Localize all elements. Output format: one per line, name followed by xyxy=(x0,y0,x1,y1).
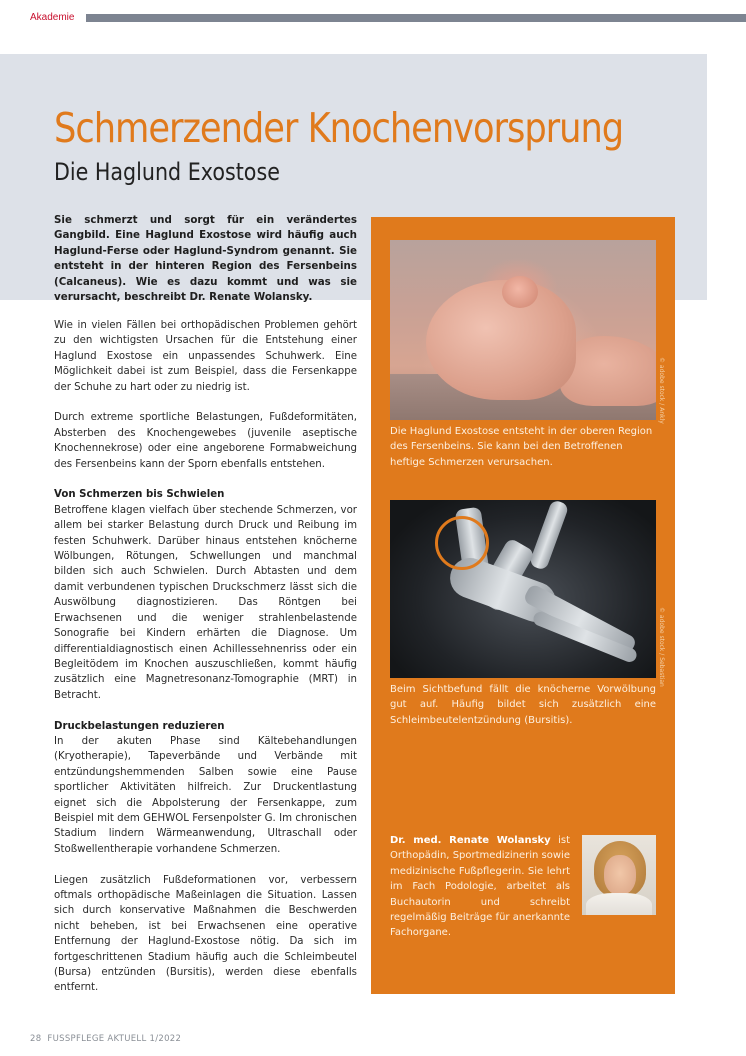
author-text: ist Orthopädin, Sportmedizinerin sowie medizinische Fußpflegerin. Sie lehrt im Fach Podologie, arbeitet als Buchautorin und schreibt regelmäßig Beiträge für anerkannte Fachorgane. xyxy=(390,835,570,939)
body-column xyxy=(54,318,357,996)
photo-caption-2: Beim Sichtbefund fällt die knöcherne Vorwölbung gut auf. Häufig bildet sich zusätzlich eine Schleimbeutelentzündung (Bursitis). xyxy=(390,684,656,726)
body-paragraph-2: Durch extreme sportliche Belastungen, Fußdeformitäten, Absterben des Knochengewebes (juvenile aseptische Knochennekrose) oder eine angeborene Formabweichung des Fersenbeins kann der Sporn ebenfalls entstehen. xyxy=(54,412,357,470)
body-paragraph-4: In der akuten Phase sind Kältebehandlungen (Kryotherapie), Tapeverbände und Verbände mit entzündungshemmenden Salben sowie eine Pause sportlicher Aktivitäten hilfreich. Zur Druckentlastung eignet sich die Abpolsterung der Fersenkappe, zum Beispiel mit dem GEHWOL Fersenpolster G. Im chronischen Stadium lindern Wärmeanwendung, Ultraschall oder Stoßwellentherapie vorhandene Schmerzen. xyxy=(54,735,357,855)
body-paragraph-3: Betroffene klagen vielfach über stechende Schmerzen, vor allem bei starker Belastung durch Druck und Reibung im festen Schuhwerk. Darüber hinaus entstehen knöcherne Wölbungen, Rötungen, Schwellungen und manchmal bilden sich auch Schwielen. Durch Abtasten und dem damit verbundenen typischen Druckschmerz lässt sich die Auswölbung diagnostizieren. Das Röntgen bei Erwachsenen und die weniger strahlenbelastende Sonografie bei Kindern erhärten die Diagnose. Um differentialdiagnostisch einen Achillessehnenriss oder ein Begleitödem im Knochen auszuschließen, kommt häufig zusätzlich eine Magnetresonanz-Tomographie (MRT) in Betracht. xyxy=(54,504,357,701)
photo-caption-1: Die Haglund Exostose entsteht in der oberen Region des Fersenbeins. Sie kann bei den Betroffenen heftige Schmerzen verursachen. xyxy=(390,426,653,468)
photo-credit-1: © adobe stock / Ankly xyxy=(658,357,665,424)
body-paragraph-5: Liegen zusätzlich Fußdeformationen vor, verbessern oftmals orthopädische Maßeinlagen die Situation. Lassen sich durch konservative Maßnahmen die Beschwerden nicht beheben, ist bei Erwachsenen eine operative Entfernung der Haglund-Exostose nötig. Da sich im fortgeschrittenen Stadium häufig auch die Schleimbeutel (Bursa) entzünden (Bursitis), werden diese ebenfalls entfernt. xyxy=(54,874,357,994)
magazine-issue: FUSSPFLEGE AKTUELL 1/2022 xyxy=(47,1034,182,1044)
body-paragraph-1: Wie in vielen Fällen bei orthopädischen Problemen gehört zu den wichtigsten Ursachen für die Entstehung einer Haglund Exostose ein unpassendes Schuhwerk. Eine Möglichkeit dabei ist zum Beispiel, dass die Fersenkappe der Schuhe zu hart oder zu niedrig ist. xyxy=(54,320,357,393)
article-title: Schmerzender Knochenvorsprung xyxy=(54,104,624,152)
article-subtitle: Die Haglund Exostose xyxy=(54,158,280,186)
info-sidebar xyxy=(371,217,675,994)
page-footer xyxy=(30,1034,187,1044)
author-portrait xyxy=(582,835,656,915)
author-name: Dr. med. Renate Wolansky xyxy=(390,835,551,846)
page-number: 28 xyxy=(30,1034,42,1044)
subheading-druckbelastungen: Druckbelastungen reduzieren xyxy=(54,720,225,732)
heel-photo xyxy=(390,240,656,420)
xray-photo xyxy=(390,500,656,678)
subheading-schmerzen: Von Schmerzen bis Schwielen xyxy=(54,489,225,501)
header-rule xyxy=(86,14,746,22)
photo-credit-2: © adobe stock / Sebastian xyxy=(658,607,665,687)
highlight-ring xyxy=(435,516,489,570)
author-bio xyxy=(390,833,570,941)
lead-paragraph: Sie schmerzt und sorgt für ein verändertes Gangbild. Eine Haglund Exostose wird häufig auch Haglund-Ferse oder Haglund-Syndrom genannt. Sie entsteht in der hinteren Region des Fersenbeins (Calcaneus). Wie es dazu kommt und was sie verursacht, beschreibt Dr. Renate Wolansky. xyxy=(54,214,357,304)
section-label: Akademie xyxy=(30,12,75,23)
